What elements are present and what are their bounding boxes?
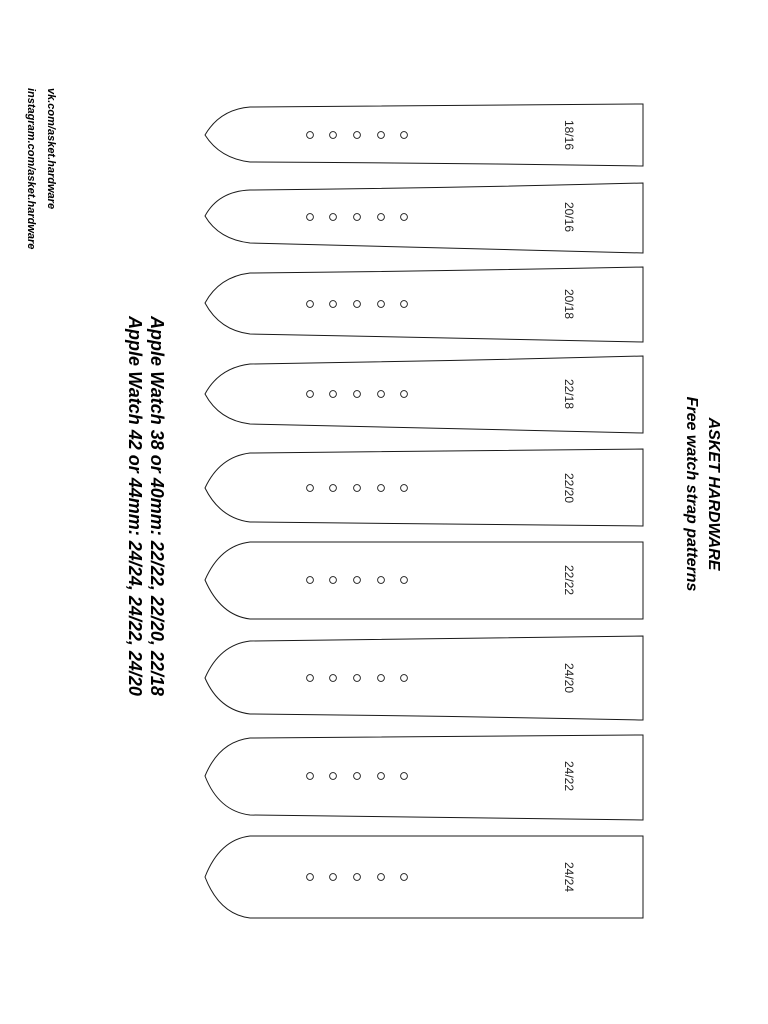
vk-link[interactable]: vk.com/asket.hardware	[45, 88, 57, 210]
strap-size-label: 22/20	[562, 472, 576, 504]
strap-outline	[205, 449, 643, 526]
strap-patterns	[205, 104, 643, 918]
strap-outline	[205, 836, 643, 918]
buckle-hole	[354, 132, 361, 139]
strap-pattern	[205, 449, 643, 526]
buckle-hole	[330, 301, 337, 308]
strap-pattern	[205, 183, 643, 253]
apple-watch-38-40-note: Apple Watch 38 or 40mm: 22/22, 22/20, 22/18	[147, 316, 167, 696]
strap-pattern	[205, 356, 643, 433]
buckle-hole	[330, 577, 337, 584]
buckle-hole	[354, 874, 361, 881]
strap-size-label: 20/16	[562, 201, 576, 233]
buckle-hole	[307, 577, 314, 584]
strap-size-label: 22/18	[562, 378, 576, 410]
buckle-hole	[401, 132, 408, 139]
apple-watch-42-44-note: Apple Watch 42 or 44mm: 24/24, 24/22, 24/20	[125, 316, 145, 696]
strap-outline	[205, 183, 643, 253]
strap-outline	[205, 542, 643, 619]
buckle-hole	[307, 391, 314, 398]
buckle-hole	[401, 301, 408, 308]
buckle-hole	[378, 301, 385, 308]
buckle-hole	[330, 773, 337, 780]
buckle-hole	[378, 485, 385, 492]
buckle-hole	[354, 675, 361, 682]
buckle-hole	[354, 391, 361, 398]
buckle-hole	[354, 485, 361, 492]
strap-pattern	[205, 104, 643, 166]
buckle-hole	[378, 773, 385, 780]
buckle-hole	[401, 214, 408, 221]
strap-size-label: 24/22	[562, 760, 576, 792]
buckle-hole	[401, 577, 408, 584]
buckle-hole	[401, 391, 408, 398]
strap-pattern	[205, 542, 643, 619]
strap-pattern	[205, 267, 643, 342]
buckle-hole	[378, 391, 385, 398]
buckle-hole	[307, 874, 314, 881]
buckle-hole	[378, 675, 385, 682]
buckle-hole	[354, 301, 361, 308]
strap-outline	[205, 267, 643, 342]
strap-size-label: 22/22	[562, 564, 576, 596]
buckle-hole	[378, 214, 385, 221]
buckle-hole	[378, 132, 385, 139]
strap-pattern	[205, 735, 643, 820]
buckle-hole	[354, 773, 361, 780]
strap-size-label: 24/24	[562, 861, 576, 893]
strap-size-label: 18/16	[562, 119, 576, 151]
buckle-hole	[330, 132, 337, 139]
buckle-hole	[307, 301, 314, 308]
strap-outline	[205, 104, 643, 166]
strap-size-label: 20/18	[562, 288, 576, 320]
buckle-hole	[330, 675, 337, 682]
strap-outline	[205, 356, 643, 433]
buckle-hole	[307, 214, 314, 221]
buckle-hole	[330, 485, 337, 492]
buckle-hole	[401, 874, 408, 881]
strap-outline	[205, 636, 643, 720]
buckle-hole	[330, 214, 337, 221]
buckle-hole	[307, 485, 314, 492]
buckle-hole	[307, 675, 314, 682]
strap-size-label: 24/20	[562, 662, 576, 694]
buckle-hole	[307, 773, 314, 780]
buckle-hole	[354, 577, 361, 584]
buckle-hole	[330, 391, 337, 398]
buckle-hole	[401, 773, 408, 780]
brand-subtitle: Free watch strap patterns	[683, 396, 700, 592]
brand-title: ASKET HARDWARE	[705, 417, 722, 571]
buckle-hole	[401, 675, 408, 682]
buckle-hole	[378, 577, 385, 584]
buckle-hole	[330, 874, 337, 881]
instagram-link[interactable]: instagram.com/asket.hardware	[25, 88, 37, 250]
buckle-hole	[401, 485, 408, 492]
strap-pattern	[205, 636, 643, 720]
strap-pattern	[205, 836, 643, 918]
buckle-hole	[354, 214, 361, 221]
buckle-hole	[378, 874, 385, 881]
strap-outline	[205, 735, 643, 820]
buckle-hole	[307, 132, 314, 139]
